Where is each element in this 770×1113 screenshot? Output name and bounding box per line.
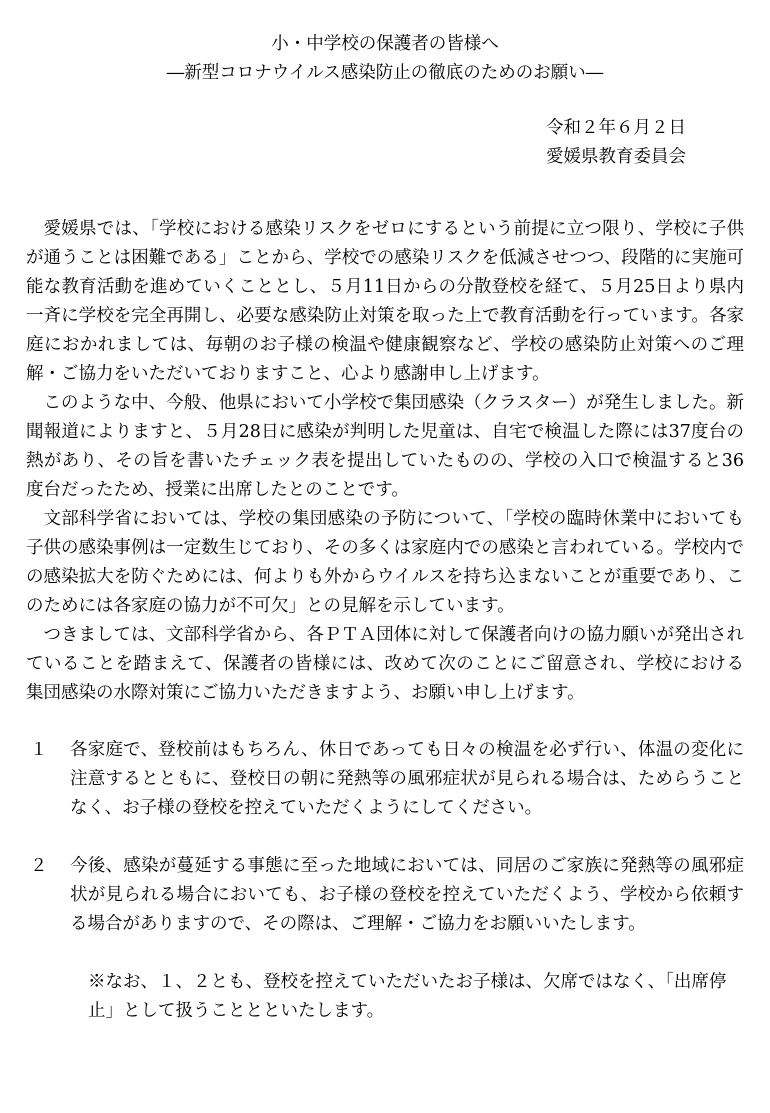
request-list [26,736,744,939]
body-paragraph: このような中、今般、他県において小学校で集団感染（クラスター）が発生しました。新聞報道によりますと、５月28日に感染が判明した児童は、自宅で検温した際には37度台の熱があり、その旨を書いたチェック表を提出していたものの、学校の入口で検温すると36度台だったため、授業に出席したとのことです。 [26,393,744,500]
request-item [26,852,744,939]
document-title: 小・中学校の保護者の皆様へ [271,34,499,54]
attendance-note: ※なお、１、２とも、登校を控えていただいたお子様は、欠席ではなく、「出席停止」として扱うこととといたします。 [88,972,727,1021]
issue-date: 令和２年６月２日 [546,118,686,138]
request-item-text: 今後、感染が蔓延する事態に至った地域においては、同居のご家族に発熱等の風邪症状が見られる場合においても、お子様の登校を控えていただくよう、学校から依頼する場合がありますので、その際は、ご理解・ご協力をお願いいたします。 [70,856,744,934]
body-paragraph: 文部科学省においては、学校の集団感染の予防について、「学校の臨時休業中においても子供の感染事例は一定数生じており、その多くは家庭内での感染と言われている。学校内での感染拡大を防ぐためには、何よりも外からウイルスを持ち込まないことが重要であり、このためには各家庭の協力が不可欠」との見解を示しています。 [26,509,744,616]
request-item-text: 各家庭で、登校前はもちろん、休日であっても日々の検温を必ず行い、体温の変化に注意するとともに、登校日の朝に発熱等の風邪症状が見られる場合は、ためらうことなく、お子様の登校を控えていただくようにしてください。 [70,740,744,818]
document-subtitle: ―新型コロナウイルス感染防止の徹底のためのお願い― [166,63,604,83]
body-paragraph: 愛媛県では、「学校における感染リスクをゼロにするという前提に立つ限り、学校に子供が通うことは困難である」ことから、学校での感染リスクを低減させつつ、段階的に実施可能な教育活動を進めていくこととし、５月11日からの分散登校を経て、５月25日より県内一斉に学校を完全再開し、必要な感染防止対策を取った上で教育活動を行っています。各家庭におかれましては、毎朝のお子様の検温や健康観察など、学校の感染防止対策へのご理解・ご協力をいただいておりますこと、心より感謝申し上げます。 [26,219,744,384]
request-item-number: ２ [30,856,48,876]
request-item [26,736,744,823]
body-paragraph: つきましては、文部科学省から、各ＰＴＡ団体に対して保護者向けの協力願いが発出されていることを踏まえて、保護者の皆様には、改めて次のことにご留意され、学校における集団感染の水際対策にご協力いただきますよう、お願い申し上げます。 [26,625,744,703]
issuer-block [26,114,744,172]
request-item-number: １ [30,740,48,760]
issuer-name: 愛媛県教育委員会 [546,147,686,167]
